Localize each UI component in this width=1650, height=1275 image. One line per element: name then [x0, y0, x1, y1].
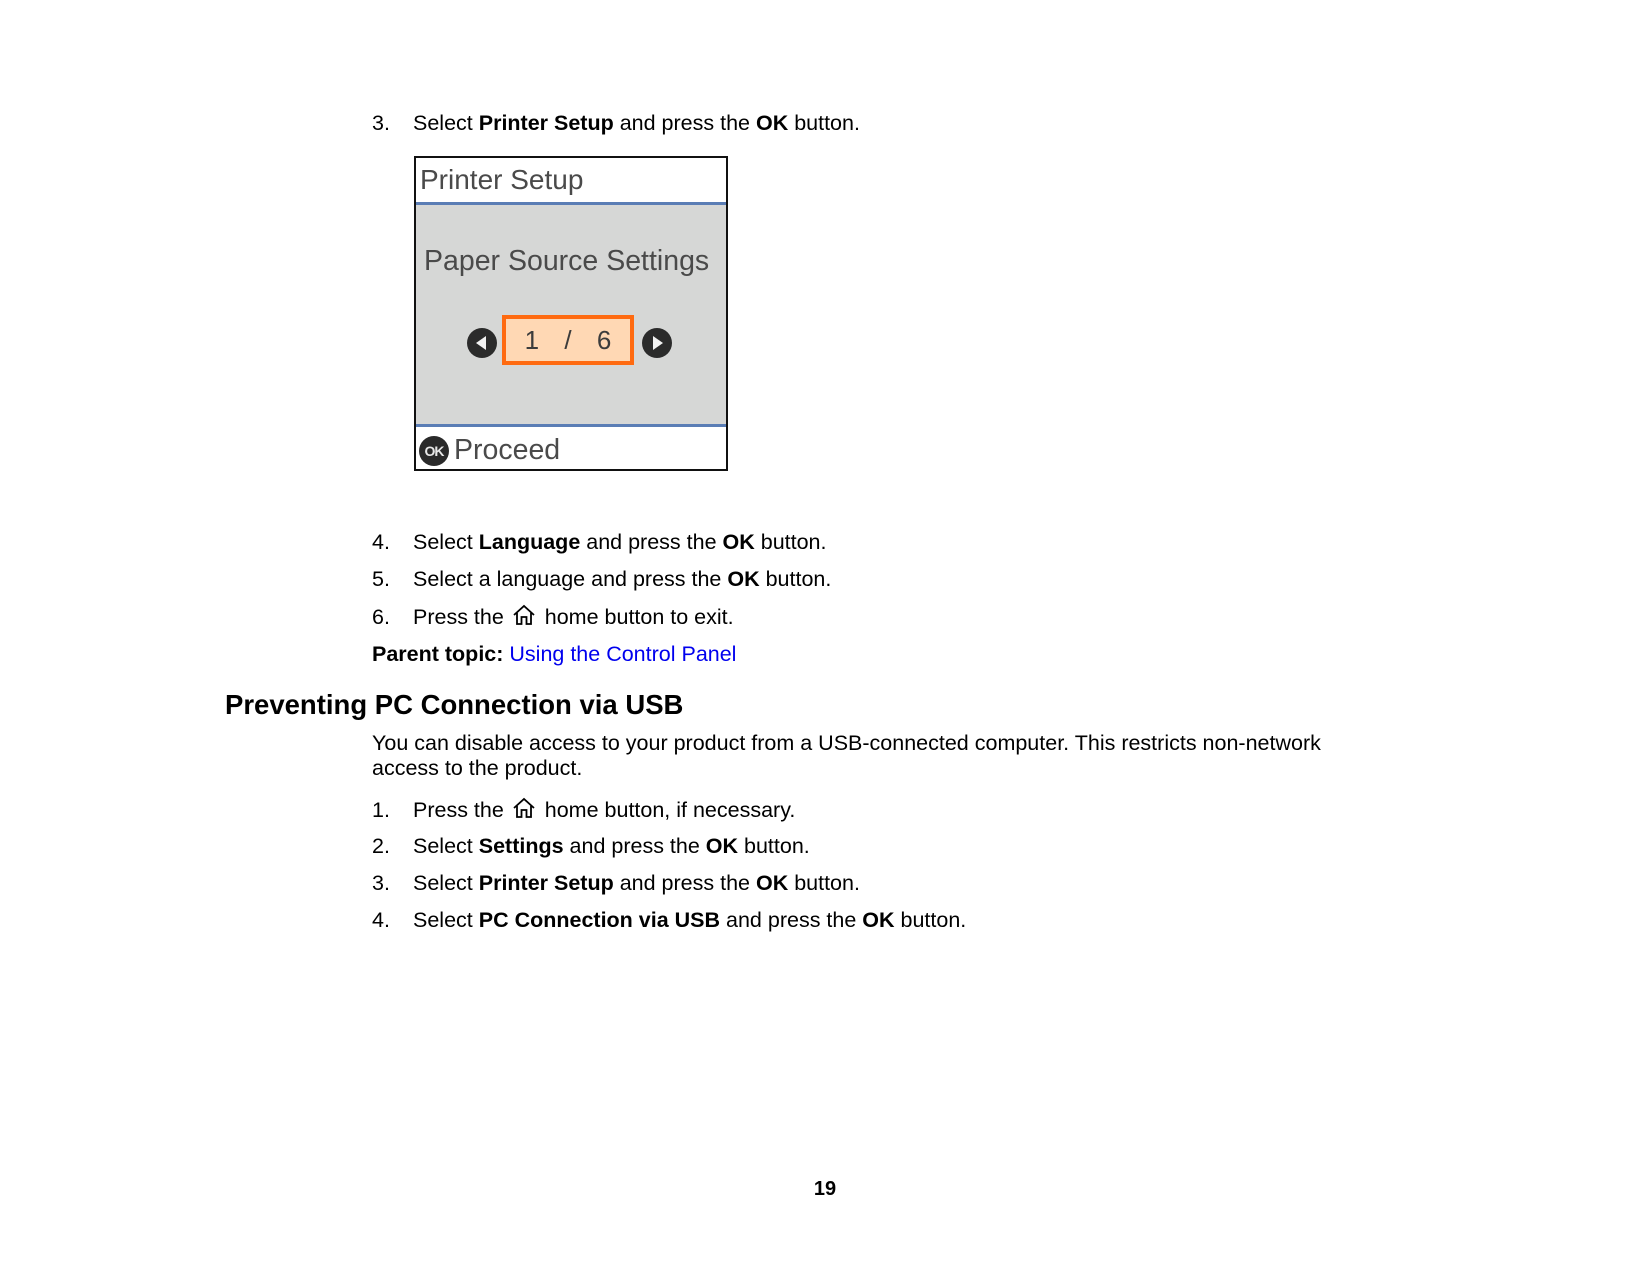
step-text: Select	[413, 530, 479, 554]
step-bold-ok: OK	[755, 871, 789, 895]
section-heading: Preventing PC Connection via USB	[225, 689, 684, 720]
step-text: button.	[788, 871, 860, 895]
step-5-select-a-language	[372, 566, 831, 592]
page-current: 1	[524, 325, 540, 355]
step-text: Press the	[413, 605, 510, 629]
page-total: 6	[596, 325, 612, 355]
step-text: button.	[894, 908, 967, 932]
step-6-press-home	[372, 604, 734, 630]
step-4-select-language	[372, 529, 827, 555]
step-bold-ok: OK	[727, 567, 760, 591]
lcd-divider-bottom	[416, 424, 726, 427]
step-text: Select	[413, 871, 479, 895]
lcd-screen-figure	[414, 156, 728, 471]
lcd-body	[416, 205, 726, 424]
step-number: 3.	[372, 111, 390, 135]
lcd-page-indicator	[502, 315, 634, 365]
right-arrow-icon	[642, 328, 672, 358]
page-number: 19	[813, 1178, 837, 1200]
step-number: 4.	[372, 530, 390, 554]
step-number: 3.	[372, 871, 390, 895]
step-text: and press the	[613, 111, 756, 135]
step-number: 1.	[372, 798, 390, 822]
lcd-proceed-label: Proceed	[454, 434, 561, 466]
step-text: button.	[788, 111, 860, 135]
section-intro-paragraph: You can disable access to your product from a USB-connected computer. This restricts non-network access to the product.	[372, 731, 1321, 780]
step-3-select-printer-setup	[372, 870, 860, 896]
step-4-select-pc-connection-via-usb	[372, 907, 966, 933]
step-1-press-home	[372, 797, 795, 823]
step-text: Select	[413, 908, 479, 932]
home-icon	[512, 797, 536, 819]
step-text: and press the	[720, 908, 863, 932]
parent-topic	[372, 641, 736, 667]
step-number: 2.	[372, 834, 390, 858]
step-text: home button, if necessary.	[538, 798, 796, 822]
step-text: Select a language and press the	[413, 567, 728, 591]
step-bold-ok: OK	[862, 908, 895, 932]
left-arrow-icon	[467, 328, 497, 358]
step-number: 5.	[372, 567, 390, 591]
step-number: 6.	[372, 605, 390, 629]
step-text: and press the	[563, 834, 706, 858]
lcd-menu-item: Paper Source Settings	[424, 245, 710, 277]
step-text: button.	[759, 567, 832, 591]
step-text: home button to exit.	[538, 605, 734, 629]
step-bold-ok: OK	[755, 111, 789, 135]
step-2-select-settings	[372, 833, 810, 859]
step-bold-term: PC Connection via USB	[478, 908, 721, 932]
step-bold-term: Printer Setup	[478, 111, 614, 135]
step-text: button.	[738, 834, 810, 858]
step-bold-ok: OK	[722, 530, 755, 554]
page-separator: /	[564, 325, 572, 355]
step-text: button.	[754, 530, 827, 554]
step-number: 4.	[372, 908, 390, 932]
step-bold-term: Printer Setup	[478, 871, 614, 895]
step-bold-term: Language	[478, 530, 581, 554]
home-icon	[512, 604, 536, 626]
step-text: and press the	[613, 871, 756, 895]
step-bold-ok: OK	[705, 834, 739, 858]
step-text: Select	[413, 111, 479, 135]
ok-button-icon: OK	[419, 436, 449, 466]
step-3-select-printer-setup	[372, 110, 860, 136]
step-text: Select	[413, 834, 479, 858]
lcd-title: Printer Setup	[420, 164, 584, 195]
step-bold-term: Settings	[478, 834, 564, 858]
step-text: and press the	[580, 530, 723, 554]
step-text: Press the	[413, 798, 510, 822]
parent-topic-label: Parent topic:	[372, 642, 504, 666]
parent-topic-link[interactable]: Using the Control Panel	[509, 642, 737, 666]
